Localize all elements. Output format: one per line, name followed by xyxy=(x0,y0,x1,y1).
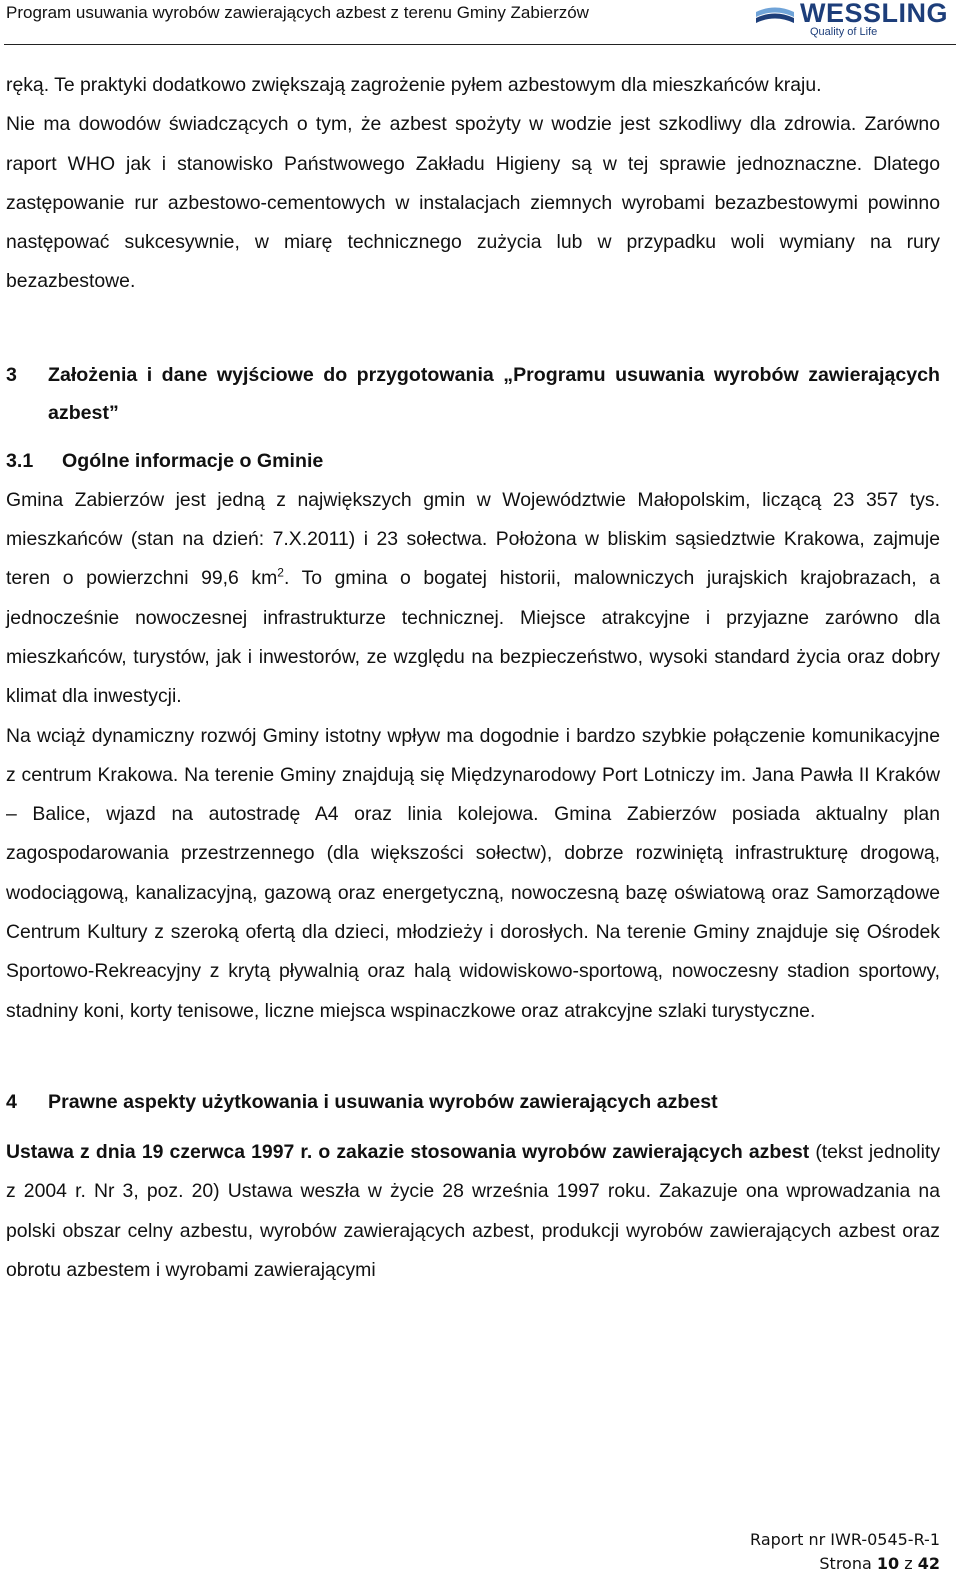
report-number: Raport nr IWR-0545-R-1 xyxy=(750,1530,940,1549)
paragraph-asbestos-risk: ręką. Te praktyki dodatkowo zwiększają zagrożenie pyłem azbestowym dla mieszkańców kraju. xyxy=(6,74,822,96)
section-3-1-number: 3.1 xyxy=(6,449,34,472)
section-4-number: 4 xyxy=(6,1090,17,1113)
paragraph-gmina-overview xyxy=(6,481,940,717)
wessling-logo xyxy=(754,0,950,42)
gmina-overview-text-1: Gmina Zabierzów jest jedną z największych gmin w Województwie Małopolskim, liczącą 23 357 tys. mieszkańców (stan na dzień: 7.X.2011) i 23 sołectwa. Położona w bliskim sąsiedztwie Krakowa, zajmuje teren o powierzchni 99,6 km xyxy=(6,488,940,590)
page-total: 42 xyxy=(917,1554,940,1573)
page-separator: z xyxy=(904,1554,913,1573)
paragraph-asbestos-law xyxy=(6,1133,940,1290)
law-description: (tekst jednolity z 2004 r. Nr 3, poz. 20) Ustawa weszła w życie 28 września 1997 roku. Zakazuje ona wprowadzania na polski obszar celny azbestu, wyrobów zawierających azbest, produkcji wyrobów zawierających azbest oraz obrotu azbestem i wyrobami zawierającymi xyxy=(6,1140,941,1281)
page-indicator xyxy=(750,1552,940,1576)
section-4-title: Prawne aspekty użytkowania i usuwania wyrobów zawierających azbest xyxy=(48,1090,718,1113)
page-number: 10 xyxy=(876,1554,900,1573)
area-unit-superscript: 2 xyxy=(277,565,284,580)
page-prefix: Strona xyxy=(819,1554,872,1573)
page-footer xyxy=(750,1528,940,1576)
gmina-overview-text-2: . To gmina o bogatej historii, malowniczych jurajskich krajobrazach, a jednocześnie nowoczesnej infrastrukturze technicznej. Miejsce atrakcyjne i przyjazne zarówno dla mieszkańców, turystów, jak i inwestorów, ze względu na bezpieczeństwo, wysoki standard życia oraz dobry klimat dla inwestycji. xyxy=(6,567,940,708)
law-title: Ustawa z dnia 19 czerwca 1997 r. o zakazie stosowania wyrobów zawierających azbest xyxy=(6,1140,810,1163)
section-3-heading xyxy=(6,356,940,432)
header-title: Program usuwania wyrobów zawierających azbest z terenu Gminy Zabierzów xyxy=(6,3,589,22)
page-header xyxy=(0,0,960,44)
logo-tagline: Quality of Life xyxy=(810,26,878,38)
section-3-1-title: Ogólne informacje o Gminie xyxy=(62,449,324,472)
section-4-heading xyxy=(6,1083,940,1121)
logo-text: WESSLING xyxy=(800,0,949,28)
page-content xyxy=(6,66,940,1290)
paragraph-water-pipes: Nie ma dowodów świadczących o tym, że azbest spożyty w wodzie jest szkodliwy dla zdrowia. Zarówno raport WHO jak i stanowisko Państwowego Zakładu Higieny są w tej sprawie jednoznaczne. Dlatego zastępowanie rur azbestowo-cementowych w instalacjach ziemnych wyrobami bezazbestowymi powinno następować sukcesywnie, w miarę technicznego zużycia lub w przypadku woli wymiany na rury bezazbestowe. xyxy=(6,113,940,293)
header-divider xyxy=(4,44,956,45)
paragraph-gmina-development: Na wciąż dynamiczny rozwój Gminy istotny wpływ ma dogodnie i bardzo szybkie połączenie komunikacyjne z centrum Krakowa. Na terenie Gminy znajdują się Międzynarodowy Port Lotniczy im. Jana Pawła II Kraków – Balice, wjazd na autostradę A4 oraz linia kolejowa. Gmina Zabierzów posiada aktualny plan zagospodarowania przestrzennego (dla większości sołectw), dobrze rozwiniętą infrastrukturę drogową, wodociągową, kanalizacyjną, gazową oraz energetyczną, nowoczesną bazę oświatową oraz Samorządowe Centrum Kultury z szeroką ofertą dla dzieci, młodzieży i dorosłych. Na terenie Gminy znajduje się Ośrodek Sportowo-Rekreacyjny z krytą pływalnią oraz halą widowiskowo-sportową, nowoczesny stadion sportowy, stadniny koni, korty tenisowe, liczne miejsca wspinaczkowe oraz atrakcyjne szlaki turystyczne. xyxy=(6,724,940,1022)
section-3-number: 3 xyxy=(6,363,17,386)
section-3-title: Założenia i dane wyjściowe do przygotowania „Programu usuwania wyrobów zawierających azbest” xyxy=(48,363,940,424)
wessling-logo-icon xyxy=(754,4,796,28)
section-3-1-heading xyxy=(6,442,940,481)
